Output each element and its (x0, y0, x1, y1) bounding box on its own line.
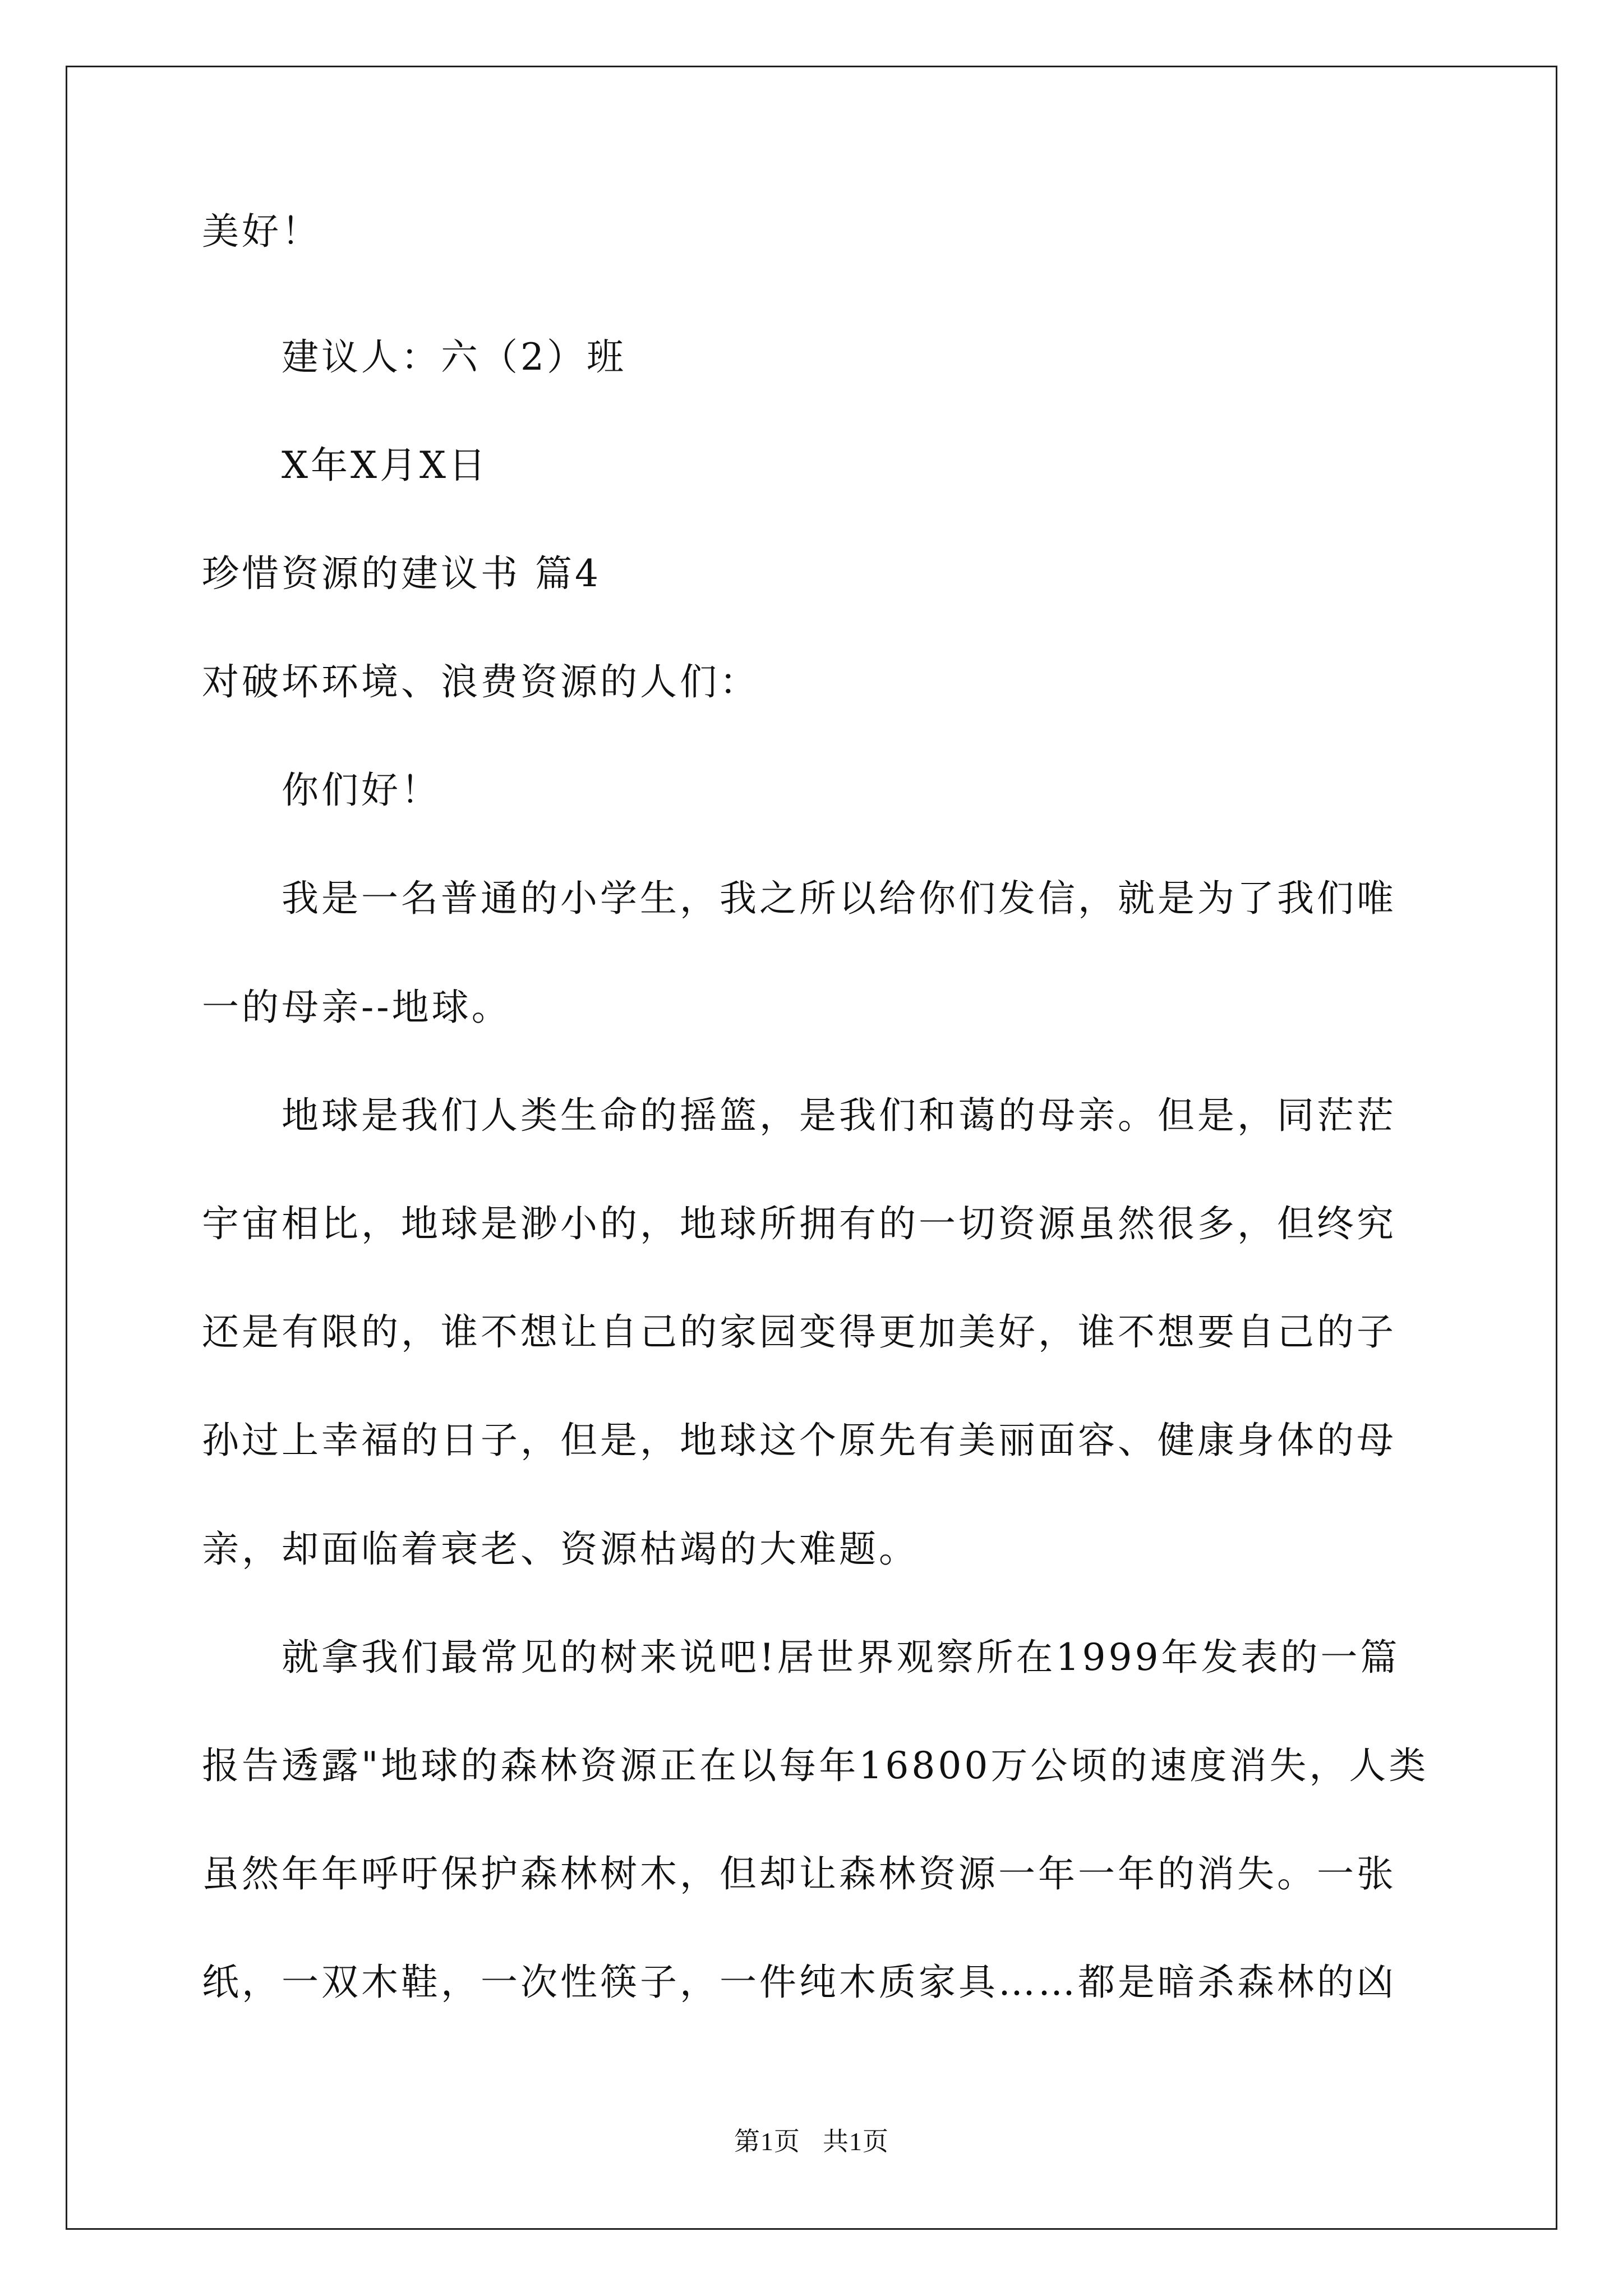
paragraph-line: 还是有限的，谁不想让自己的家园变得更加美好，谁不想要自己的子 (202, 1310, 1396, 1354)
paragraph-line: 地球是我们人类生命的摇篮，是我们和蔼的母亲。但是，同茫茫 (282, 1094, 1396, 1137)
paragraph-line: 纸，一双木鞋，一次性筷子，一件纯木质家具……都是暗杀森林的凶 (202, 1961, 1396, 2004)
page-total: 共1页 (823, 2127, 889, 2156)
paragraph-line: 亲，却面临着衰老、资源枯竭的大难题。 (202, 1527, 919, 1571)
text-line: 美好！ (202, 210, 321, 253)
paragraph-line: 孙过上幸福的日子，但是，地球这个原先有美丽面容、健康身体的母 (202, 1419, 1396, 1462)
text-line: X年X月X日 (282, 444, 488, 487)
greeting: 你们好！ (282, 769, 441, 812)
paragraph-line: 虽然年年呼吁保护森林树木，但却让森林资源一年一年的消失。一张 (202, 1852, 1396, 1895)
page-border (66, 66, 1557, 2230)
page-footer (0, 2125, 1623, 2159)
page-number: 第1页 (734, 2127, 800, 2156)
section-heading: 珍惜资源的建议书 篇4 (202, 552, 601, 595)
paragraph-line: 就拿我们最常见的树来说吧!居世界观察所在1999年发表的一篇 (282, 1636, 1400, 1679)
paragraph-line: 宇宙相比，地球是渺小的，地球所拥有的一切资源虽然很多，但终究 (202, 1202, 1396, 1245)
paragraph-line: 我是一名普通的小学生，我之所以给你们发信，就是为了我们唯 (282, 877, 1396, 920)
paragraph-line: 报告透露"地球的森林资源正在以每年16800万公顷的速度消失，人类 (202, 1744, 1429, 1787)
paragraph-line: 一的母亲--地球。 (202, 986, 511, 1029)
text-line: 建议人：六（2）班 (282, 335, 626, 379)
salutation: 对破坏环境、浪费资源的人们： (202, 660, 759, 703)
